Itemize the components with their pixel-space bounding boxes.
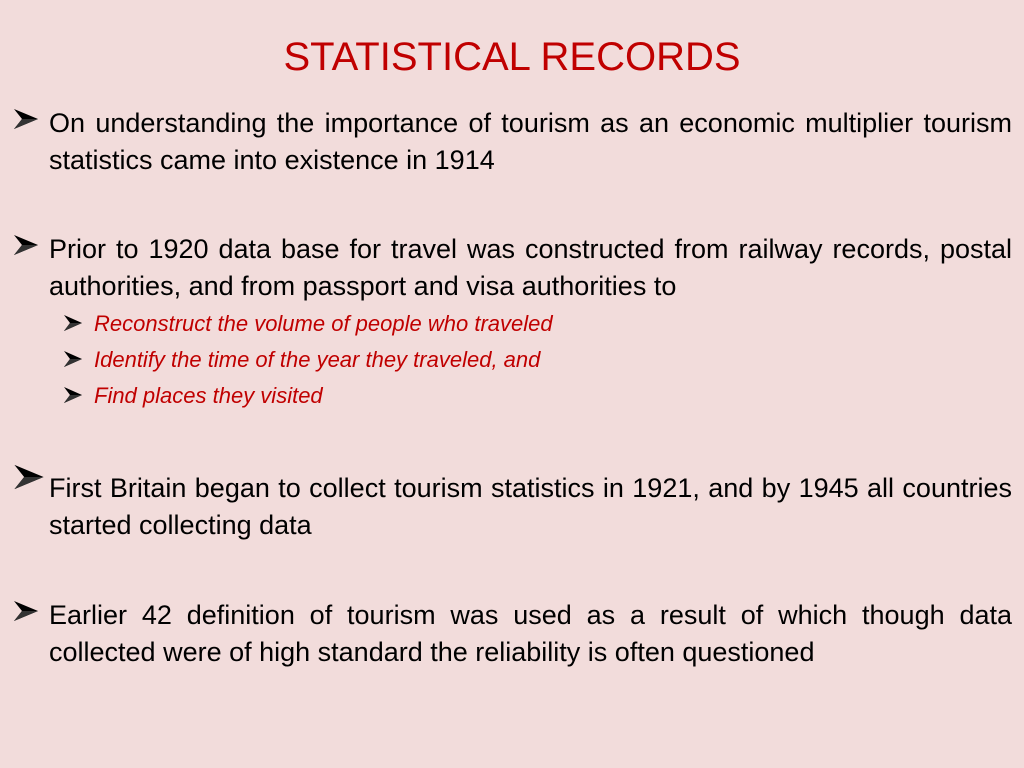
bullet-item <box>12 470 1012 544</box>
arrow-bullet-icon <box>63 313 83 333</box>
bullet-text: First Britain began to collect tourism statistics in 1921, and by 1945 all countries started collecting data <box>49 473 1012 540</box>
slide-title: STATISTICAL RECORDS <box>283 35 741 79</box>
sub-bullet-text: Find places they visited <box>94 383 323 408</box>
sub-bullet-item <box>63 381 863 411</box>
arrow-bullet-icon <box>12 460 46 494</box>
arrow-bullet-icon <box>63 349 83 369</box>
bullet-item <box>12 231 1012 305</box>
arrow-bullet-icon <box>12 105 40 133</box>
bullet-item <box>12 105 1012 179</box>
arrow-bullet-icon <box>12 597 40 625</box>
sub-bullet-text: Identify the time of the year they traveled, and <box>94 347 541 372</box>
sub-bullet-text: Reconstruct the volume of people who traveled <box>94 311 553 336</box>
sub-bullet-item <box>63 345 863 375</box>
sub-bullet-item <box>63 309 863 339</box>
bullet-item <box>12 597 1012 671</box>
arrow-bullet-icon <box>63 385 83 405</box>
arrow-bullet-icon <box>12 231 40 259</box>
bullet-text: Earlier 42 definition of tourism was used as a result of which though data collected were of high standard the reliability is often questioned <box>49 600 1012 667</box>
bullet-text: Prior to 1920 data base for travel was constructed from railway records, postal authorities, and from passport and visa authorities to <box>49 234 1012 301</box>
bullet-text: On understanding the importance of tourism as an economic multiplier tourism statistics came into existence in 1914 <box>49 108 1012 175</box>
